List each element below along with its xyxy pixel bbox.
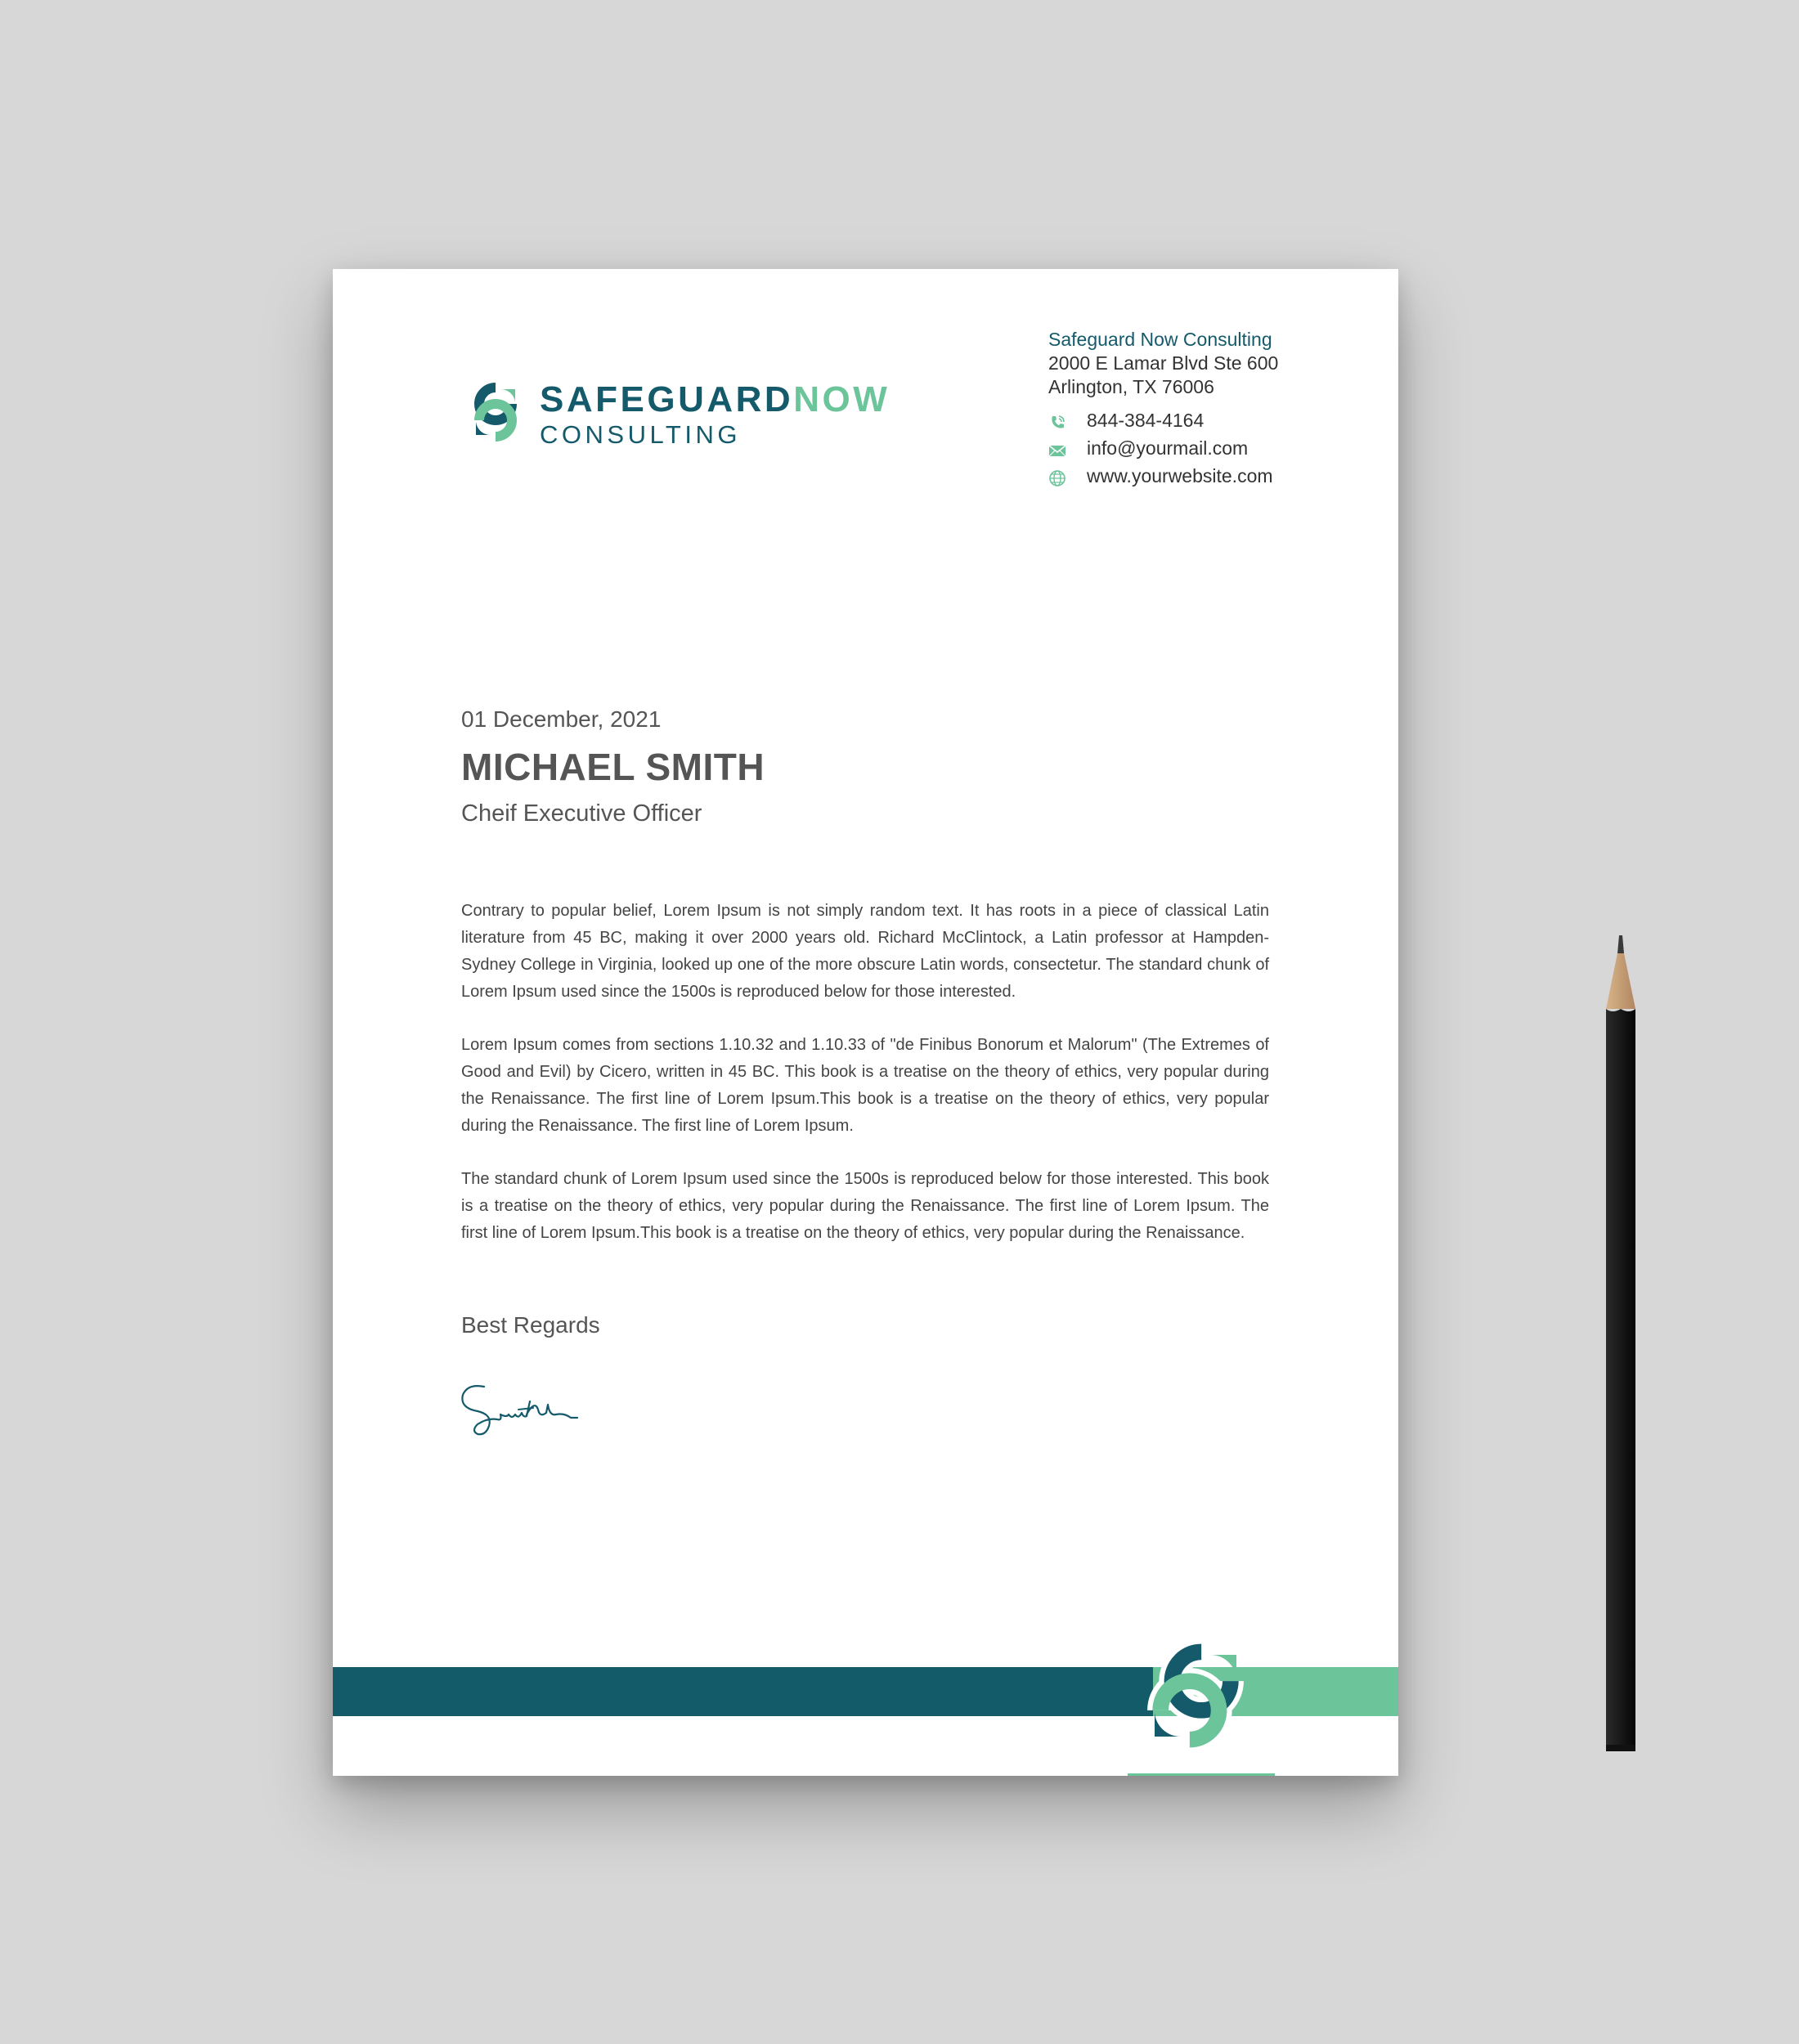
contact-address-line1: 2000 E Lamar Blvd Ste 600 [1048, 352, 1279, 374]
brand-name-main: SAFEGUARD [540, 379, 794, 419]
phone-icon [1048, 414, 1066, 432]
contact-address-line2: Arlington, TX 76006 [1048, 376, 1214, 397]
contact-block [1048, 328, 1310, 492]
footer-band-dark [333, 1667, 1153, 1716]
letterhead-page [333, 269, 1398, 1776]
contact-email-row [1048, 437, 1310, 464]
company-logo [461, 378, 891, 451]
letter-date: 01 December, 2021 [461, 706, 662, 732]
body-paragraph-1: Contrary to popular belief, Lorem Ipsum is not simply random text. It has roots in a piece of classical Latin literature from 45 BC, making it over 2000 years old. Richard McClintock, a Latin professor at Hampden-Sydney College in Virginia, looked up one of the more obscure Latin words, consectetur. The standard chunk of Lorem Ipsum used since the 1500s is reproduced below for those interested. [461, 902, 1269, 1001]
pencil-icon [1603, 932, 1640, 1758]
email-icon [1048, 442, 1066, 459]
contact-company: Safeguard Now Consulting [1048, 329, 1272, 350]
globe-icon [1048, 469, 1066, 487]
contact-website-row [1048, 464, 1310, 492]
brand-tagline: CONSULTING [540, 420, 741, 449]
brand-name [540, 379, 890, 420]
recipient-name: MICHAEL SMITH [461, 746, 765, 788]
closing-text: Best Regards [461, 1312, 600, 1338]
contact-phone: 844-384-4164 [1087, 410, 1205, 431]
recipient-title: Cheif Executive Officer [461, 800, 702, 827]
contact-phone-row [1048, 409, 1310, 437]
footer-logo-mark-icon [1134, 1634, 1257, 1757]
letter-body [461, 898, 1269, 1273]
brand-name-accent: NOW [793, 379, 891, 419]
contact-website[interactable]: www.yourwebsite.com [1087, 465, 1273, 486]
signature [460, 1377, 582, 1442]
contact-email[interactable]: info@yourmail.com [1087, 437, 1249, 459]
body-paragraph-2: Lorem Ipsum comes from sections 1.10.32 and 1.10.33 of "de Finibus Bonorum et Malorum" (The Extremes of Good and Evil) by Cicero, written in 45 BC. This book is a treatise on the theory of ethics, very popular during the Renaissance. The first line of Lorem Ipsum.This book is a treatise on the theory of ethics, very popular during the Renaissance. The first line of Lorem Ipsum. [461, 1036, 1269, 1135]
body-paragraph-3: The standard chunk of Lorem Ipsum used since the 1500s is reproduced below for those interested. This book is a treatise on the theory of ethics, very popular during the Renaissance. The first line of Lorem Ipsum. The first line of Lorem Ipsum.This book is a treatise on the theory of ethics, very popular during the Renaissance. [461, 1170, 1269, 1242]
footer-accent-line [1128, 1773, 1275, 1776]
logo-mark-icon [461, 378, 530, 446]
